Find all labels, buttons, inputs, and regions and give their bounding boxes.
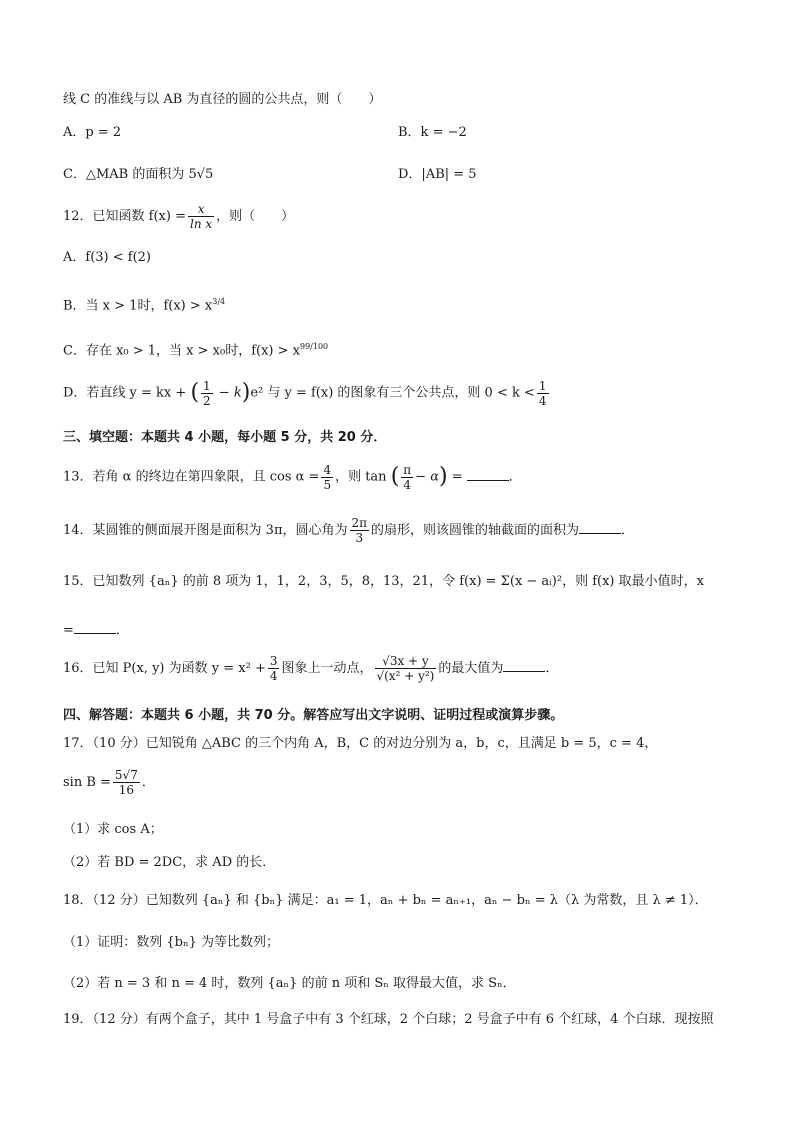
section-4-title: 四、解答题：本题共 6 小题，共 70 分。解答应写出文字说明、证明过程或演算步骤。 [63,708,564,723]
q11-option-b: B．k = −2 [398,125,467,140]
q15-answer-blank[interactable] [74,621,116,634]
q12-b-exponent: 3/4 [212,297,226,306]
q11-option-d: D．|AB| = 5 [398,167,477,182]
q12-option-d: D．若直线 y = kx + ( $\frac{1}{2}$ − k)e² 与 y = f(x) 的图象有三个公共点，则 0 < k < $\frac{1}{4}$ [63,378,547,408]
q17-line2: sin B = $\frac{5√7}{16}$ ． [63,768,155,797]
q17-part2: （2）若 BD = 2DC，求 AD 的长． [63,855,276,870]
q18-part2: （2）若 n = 3 和 n = 4 时，数列 {aₙ} 的前 n 项和 Sₙ 取得最大值，求 Sₙ． [63,976,516,991]
q11-option-c: C．△MAB 的面积为 5√5 [63,167,214,182]
q13: 13．若角 α 的终边在第四象限，且 cos α = $\frac{4}{5}$ ，则 tan ( $\frac{\pi}{4}$ − α) = ． [63,462,522,492]
q12-c-exponent: 99/100 [300,342,329,351]
q11-option-a: A．p = 2 [63,125,122,140]
q11-tail: 线 C 的准线与以 AB 为直径的圆的公共点，则（ ） [63,92,382,107]
q13-answer-blank[interactable] [467,468,509,481]
q14-answer-blank[interactable] [579,521,621,534]
q15-line1: 15．已知数列 {aₙ} 的前 8 项为 1，1，2，3，5，8，13，21，令 f(x) = Σ(x − aᵢ)²，则 f(x) 取最小值时，x [63,574,704,589]
q18-line1: 18．（12 分）已知数列 {aₙ} 和 {bₙ} 满足：a₁ = 1，aₙ + bₙ = aₙ₊₁，aₙ − bₙ = λ（λ 为常数，且 λ ≠ 1）． [63,893,708,908]
q12-option-c: C．存在 x₀ > 1，当 x > x₀时，$f(x) > x^{99/100}$ [63,342,329,359]
q15-line2: = ． [63,623,129,638]
q12-stem: 12．已知函数 f(x) = $\frac{x}{\text{ln x}}$ ，则（ ） [63,202,295,231]
q17-part1: （1）求 cos A； [63,822,163,837]
q16-answer-blank[interactable] [503,659,545,672]
q12-d-paren: ( [190,380,200,405]
q12-option-b: B．当 x > 1时，$f(x) > x^{3/4}$ [63,297,226,314]
section-3-title: 三、填空题：本题共 4 小题，每小题 5 分，共 20 分． [63,430,387,445]
q17-line1: 17．（10 分）已知锐角 △ABC 的三个内角 A，B，C 的对边分别为 a，b，c，且满足 b = 5，c = 4， [63,736,658,751]
q14: 14．某圆锥的侧面展开图是面积为 3π，圆心角为 $\frac{2\pi}{3}$ 的扇形，则该圆锥的轴截面的面积为 ． [63,516,635,545]
q12-option-a: A．f(3) < f(2) [63,250,151,265]
q19-line1: 19．（12 分）有两个盒子，其中 1 号盒子中有 3 个红球，2 个白球；2 号盒子中有 6 个红球，4 个白球．现按照 [63,1012,714,1027]
q18-part1: （1）证明：数列 {bₙ} 为等比数列； [63,935,280,950]
q16: 16．已知 P(x, y) 为函数 y = x² + $\frac{3}{4}$ 图象上一动点， $\frac{√3x + y}{\text{√(x² + y²)}}$ 的最大值为 ． [63,654,559,683]
